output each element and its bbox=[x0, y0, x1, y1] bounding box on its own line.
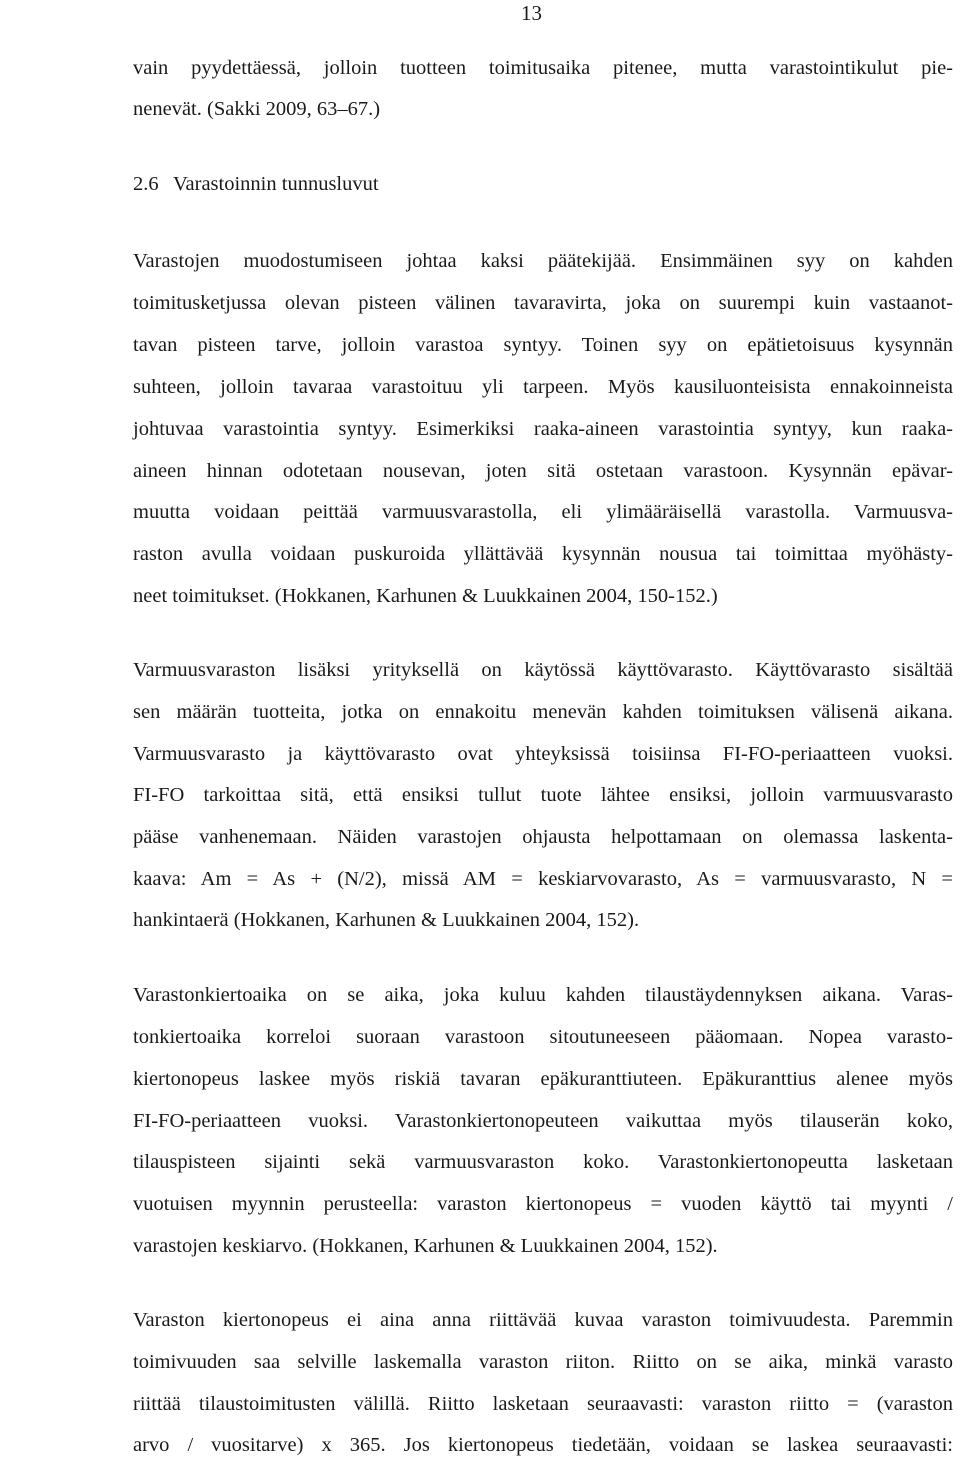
text-line: kiertonopeus laskee myös riskiä tavaran epäkuranttiuteen. Epäkuranttius alenee myös bbox=[133, 1068, 953, 1090]
text-line: suhteen, jolloin tavaraa varastoituu yli tarpeen. Myös kausiluonteisista ennakoinneista bbox=[133, 376, 953, 398]
text-line: toimivuuden saa selville laskemalla varaston riiton. Riitto on se aika, minkä varasto bbox=[133, 1351, 953, 1373]
text-line: johtuvaa varastointia syntyy. Esimerkiksi raaka-aineen varastointia syntyy, kun raaka- bbox=[133, 418, 953, 440]
text-line: aineen hinnan odotetaan nousevan, joten sitä ostetaan varastoon. Kysynnän epävar- bbox=[133, 460, 953, 482]
text-line: Varaston kiertonopeus ei aina anna riittävää kuvaa varaston toimivuudesta. Paremmin bbox=[133, 1309, 953, 1331]
text-line: Varastonkiertoaika on se aika, joka kuluu kahden tilaustäydennyksen aikana. Varas- bbox=[133, 984, 953, 1006]
section-number: 2.6 bbox=[133, 173, 159, 195]
text-line: muutta voidaan peittää varmuusvarastolla, eli ylimääräisellä varastolla. Varmuusva- bbox=[133, 501, 953, 523]
text-line: varastojen keskiarvo. (Hokkanen, Karhunen & Luukkainen 2004, 152). bbox=[133, 1235, 718, 1257]
text-line: raston avulla voidaan puskuroida yllättävää kysynnän nousua tai toimittaa myöhästy- bbox=[133, 543, 953, 565]
text-line: Varmuusvarasto ja käyttövarasto ovat yhteyksissä toisiinsa FI-FO-periaatteen vuoksi. bbox=[133, 743, 953, 765]
section-heading bbox=[133, 172, 379, 196]
text-line: kaava: Am = As + (N/2), missä AM = keskiarvovarasto, As = varmuusvarasto, N = bbox=[133, 868, 953, 890]
text-line: hankintaerä (Hokkanen, Karhunen & Luukkainen 2004, 152). bbox=[133, 909, 640, 931]
text-line: vuotuisen myynnin perusteella: varaston kiertonopeus = vuoden käyttö tai myynti / bbox=[133, 1193, 953, 1215]
section-title: Varastoinnin tunnusluvut bbox=[173, 173, 379, 195]
text-line: pääse vanhenemaan. Näiden varastojen ohjausta helpottamaan on olemassa laskenta- bbox=[133, 826, 953, 848]
page-number: 13 bbox=[521, 1, 542, 25]
text-line: sen määrän tuotteita, jotka on ennakoitu menevän kahden toimituksen välisenä aikana. bbox=[133, 701, 953, 723]
text-line: nenevät. (Sakki 2009, 63–67.) bbox=[133, 98, 381, 120]
text-line: Varmuusvaraston lisäksi yrityksellä on käytössä käyttövarasto. Käyttövarasto sisältää bbox=[133, 659, 953, 681]
text-line: toimitusketjussa olevan pisteen välinen tavaravirta, joka on suurempi kuin vastaanot- bbox=[133, 292, 953, 314]
text-line: riittää tilaustoimitusten välillä. Riitto lasketaan seuraavasti: varaston riitto = (varaston bbox=[133, 1393, 953, 1415]
text-line: vain pyydettäessä, jolloin tuotteen toimitusaika pitenee, mutta varastointikulut pie- bbox=[133, 57, 953, 79]
text-line: FI-FO tarkoittaa sitä, että ensiksi tullut tuote lähtee ensiksi, jolloin varmuusvarasto bbox=[133, 784, 953, 806]
text-line: Varastojen muodostumiseen johtaa kaksi päätekijää. Ensimmäinen syy on kahden bbox=[133, 250, 953, 272]
text-line: arvo / vuositarve) x 365. Jos kiertonopeus tiedetään, voidaan se laskea seuraavasti: bbox=[133, 1434, 953, 1456]
text-line: tilauspisteen sijainti sekä varmuusvaraston koko. Varastonkiertonopeutta lasketaan bbox=[133, 1151, 953, 1173]
text-line: neet toimitukset. (Hokkanen, Karhunen & Luukkainen 2004, 150-152.) bbox=[133, 585, 718, 607]
text-line: FI-FO-periaatteen vuoksi. Varastonkiertonopeuteen vaikuttaa myös tilauserän koko, bbox=[133, 1110, 953, 1132]
text-line: tonkiertoaika korreloi suoraan varastoon sitoutuneeseen pääomaan. Nopea varasto- bbox=[133, 1026, 953, 1048]
text-line: tavan pisteen tarve, jolloin varastoa syntyy. Toinen syy on epätietoisuus kysynnän bbox=[133, 334, 953, 356]
